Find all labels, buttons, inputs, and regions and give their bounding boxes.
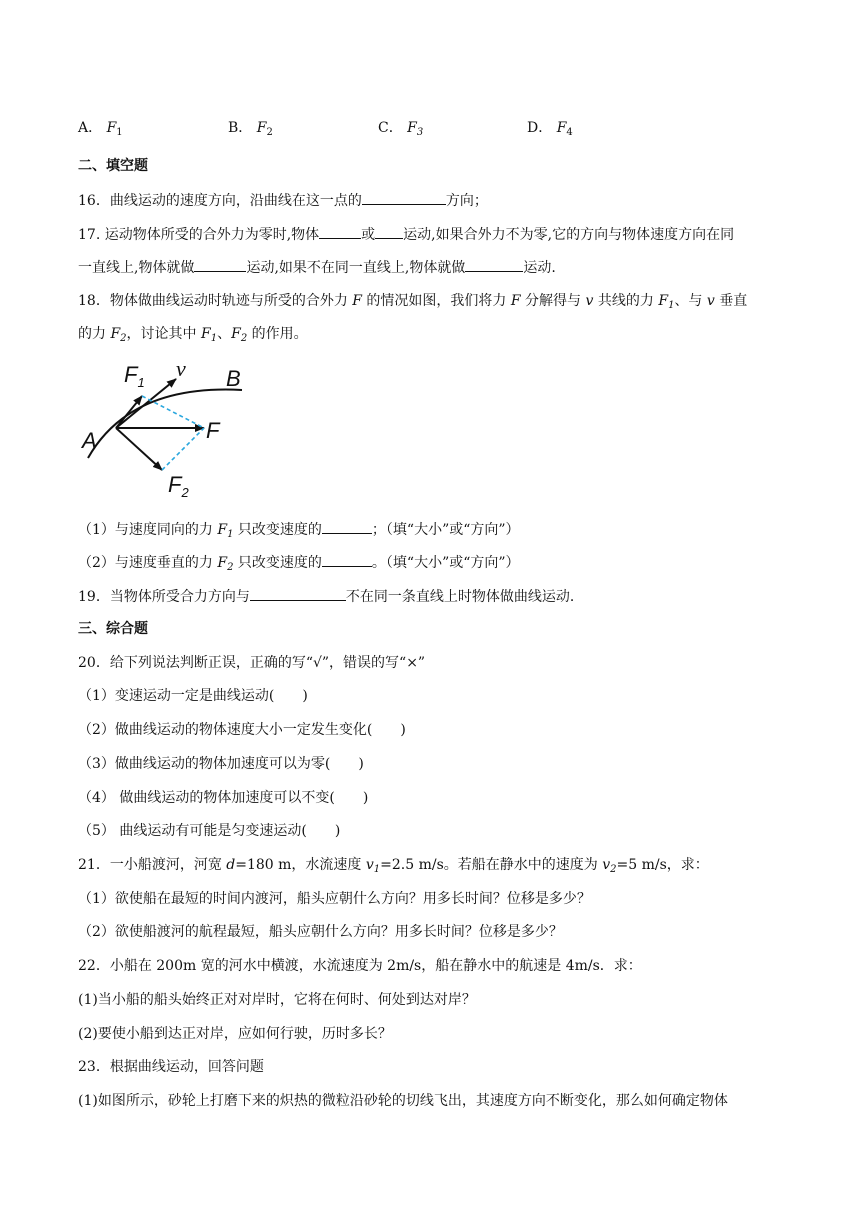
question-17-line2: 一直线上,物体就做 运动,如果不在同一直线上,物体就做 运动. <box>78 257 556 278</box>
section-title-fill-in: 二、填空题 <box>78 158 148 174</box>
f2-arrow <box>116 428 162 470</box>
label-a: A <box>82 428 97 453</box>
question-17-line1: 17. 运动物体所受的合外力为零时,物体 或 运动,如果合外力不为零,它的方向与物体速度方向在同 <box>78 224 734 245</box>
question-22-stem: 22．小船在 200m 宽的河水中横渡，水流速度为 2m/s，船在静水中的航速是 4m/s．求： <box>78 958 642 974</box>
label-f2: $F_2$ <box>168 472 189 500</box>
question-20-stem: 20．给下列说法判断正误，正确的写“√”，错误的写“×” <box>78 655 426 671</box>
label-v: v <box>176 356 186 381</box>
question-20-item-2: （2）做曲线运动的物体速度大小一定发生变化( ) <box>78 722 406 738</box>
option-d: D． $F_4$ <box>527 120 573 138</box>
question-21-sub2: （2）欲使船渡河的航程最短，船头应朝什么方向？用多长时间？位移是多少？ <box>78 924 563 940</box>
label-f1: $F_1$ <box>124 362 145 390</box>
question-21-stem: 21．一小船渡河，河宽 d=180 m，水流速度 $v_1=2.5$ m/s。若船在静水中的速度为 $v_2=5$ m/s，求： <box>78 857 709 875</box>
question-16: 16．曲线运动的速度方向，沿曲线在这一点的 方向； <box>78 190 488 211</box>
question-18-line1: 18．物体做曲线运动时轨迹与所受的合外力 F 的情况如图，我们将力 F 分解得与 v 共线的力 $F_1$、与 v 垂直 <box>78 293 748 311</box>
option-c: C． $F_3$ <box>378 120 424 138</box>
dashed-line-f2-f <box>162 428 204 470</box>
question-19: 19．当物体所受合力方向与 不在同一条直线上时物体做曲线运动． <box>78 586 584 607</box>
question-23-stem: 23．根据曲线运动，回答问题 <box>78 1059 264 1075</box>
question-20-item-3: （3）做曲线运动的物体加速度可以为零( ) <box>78 756 364 772</box>
question-23-sub1: (1)如图所示，砂轮上打磨下来的炽热的微粒沿砂轮的切线飞出，其速度方向不断变化，那么如何确定物体 <box>78 1093 728 1109</box>
question-18-sub2: （2）与速度垂直的力 $F_2$ 只改变速度的 。（填“大小”或“方向”） <box>78 552 520 578</box>
question-22-sub2: (2)要使小船到达正对岸，应如何行驶，历时多长？ <box>78 1026 392 1042</box>
question-22-sub1: (1)当小船的船头始终正对对岸时，它将在何时、何处到达对岸？ <box>78 992 476 1008</box>
question-20-item-4: （4） 做曲线运动的物体加速度可以不变( ) <box>78 790 369 806</box>
section-title-comprehensive: 三、综合题 <box>78 621 148 637</box>
option-b: B． $F_2$ <box>228 120 273 138</box>
f1-arrow <box>116 396 142 428</box>
option-a: A． $F_1$ <box>78 120 123 138</box>
question-20-item-1: （1）变速运动一定是曲线运动( ) <box>78 688 308 704</box>
question-18-sub1: （1）与速度同向的力 $F_1$ 只改变速度的 ；（填“大小”或“方向”） <box>78 519 520 545</box>
force-decomposition-figure <box>80 356 280 502</box>
question-20-item-5: （5） 曲线运动有可能是匀变速运动( ) <box>78 823 341 839</box>
question-18-line2: 的力 $F_2$，讨论其中 $F_1$、$F_2$ 的作用。 <box>78 326 308 344</box>
label-b: B <box>226 366 241 391</box>
label-f: F <box>206 418 220 443</box>
dashed-line-f1-f <box>142 396 204 428</box>
question-21-sub1: （1）欲使船在最短的时间内渡河，船头应朝什么方向？用多长时间？位移是多少？ <box>78 891 591 907</box>
